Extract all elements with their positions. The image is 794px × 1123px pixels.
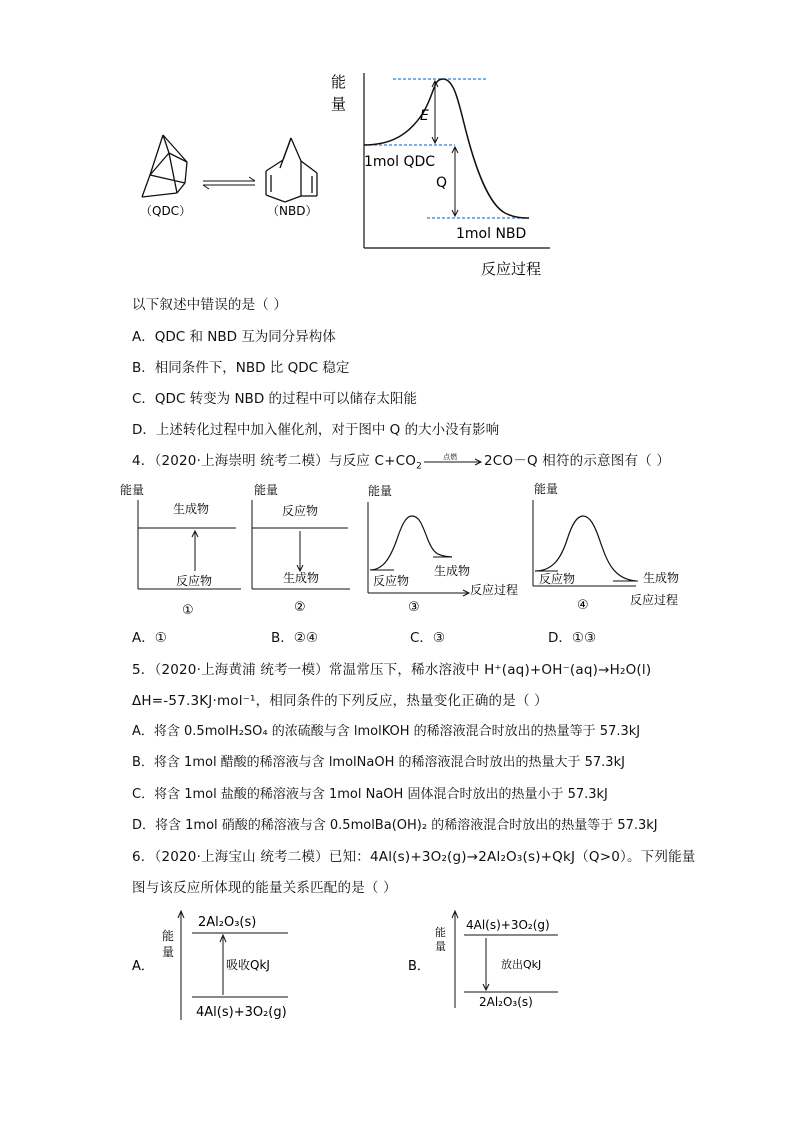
q6-diagram-a — [132, 911, 288, 1020]
qb-al2o3-label: 2Al₂O₃(s) — [479, 995, 533, 1009]
q4-arrow-label: 点燃 — [443, 453, 458, 461]
q4-option-a: A．① — [132, 630, 167, 646]
q-arrow — [452, 147, 458, 216]
q5-option-b: B．将含 1mol 醋酸的稀溶液与含 lmolNaOH 的稀溶液混合时放出的热量大于 57.3kJ — [132, 755, 625, 770]
e-label: E — [420, 108, 429, 124]
q5-stem-line2: ΔH=-57.3KJ·mol⁻¹，相同条件的下列反应，热量变化正确的是（ ） — [132, 693, 548, 709]
q3-y-axis-label-1: 能 — [331, 73, 347, 91]
qa-energy-2: 量 — [162, 945, 175, 959]
qdc-structure — [142, 135, 187, 197]
q3-stem: 以下叙述中错误的是（ ） — [132, 297, 288, 313]
d4-product-label: 生成物 — [643, 571, 680, 585]
q3-option-a: A．QDC 和 NBD 互为同分异构体 — [132, 329, 336, 345]
q5-stem-line1: 5．（2020·上海黄浦 统考一模）常温常压下，稀水溶液中 H⁺(aq)+OH⁻(aq)→H₂O(l) — [132, 662, 652, 678]
q4-stem-prefix: 4．（2020·上海崇明 统考二模）与反应 C+CO — [132, 453, 417, 469]
q5-option-c: C．将含 1mol 盐酸的稀溶液与含 1mol NaOH 固体混合时放出的热量小于 57.3kJ — [132, 787, 608, 802]
q4-stem-sub: 2 — [416, 461, 422, 472]
q3-figure-svg — [125, 65, 565, 280]
q5-option-d: D．将含 1mol 硝酸的稀溶液与含 0.5molBa(OH)₂ 的稀溶液混合时放出的热量等于 57.3kJ — [132, 818, 658, 833]
q5-option-a: A．将含 0.5molH₂SO₄ 的浓硫酸与含 lmolKOH 的稀溶液混合时放出的热量等于 57.3kJ — [132, 724, 641, 739]
q4-option-b: B．②④ — [271, 630, 318, 646]
q3-figure — [125, 65, 565, 280]
q-label: Q — [436, 175, 448, 191]
q4-diagrams — [118, 478, 698, 618]
d1-product-label: 生成物 — [173, 502, 210, 516]
q4-diagram-4 — [533, 481, 679, 613]
qdc-level-label: 1mol QDC — [364, 154, 436, 170]
qb-energy-2: 量 — [435, 940, 446, 953]
arrow-icon — [422, 454, 484, 468]
q4-stem — [132, 452, 670, 476]
q6-diagrams — [128, 900, 588, 1030]
d3-number: ③ — [408, 600, 420, 615]
d4-process-label: 反应过程 — [630, 593, 679, 607]
q4-option-d: D．①③ — [548, 630, 597, 646]
qa-al-o2-label: 4Al(s)+3O₂(g) — [196, 1005, 287, 1020]
q4-stem-suffix: 2CO－Q 相符的示意图有（ ） — [484, 453, 671, 469]
q3-y-axis-label-2: 量 — [331, 95, 347, 113]
qdc-label: （QDC） — [140, 204, 192, 218]
q6-diagrams-svg — [128, 900, 588, 1030]
q4-diagram-1 — [120, 482, 241, 618]
reaction-energy-curve — [364, 79, 529, 218]
qb-al-o2-label: 4Al(s)+3O₂(g) — [466, 918, 550, 932]
d2-reactant-label: 反应物 — [282, 504, 319, 518]
q3-option-d: D．上述转化过程中加入催化剂，对于图中 Q 的大小没有影响 — [132, 422, 500, 438]
d3-process-label: 反应过程 — [470, 583, 519, 597]
qa-absorb-label: 吸收QkJ — [226, 958, 270, 972]
d3-energy-label: 能量 — [368, 484, 393, 498]
nbd-label: （NBD） — [267, 204, 318, 218]
q6-diagram-b — [408, 911, 558, 1009]
q6-option-a-label: A． — [132, 959, 154, 974]
d4-number: ④ — [577, 598, 589, 613]
nbd-structure — [266, 138, 317, 202]
q4-diagrams-svg — [118, 478, 698, 618]
q3-x-axis-label: 反应过程 — [481, 260, 542, 278]
d3-reactant-label: 反应物 — [373, 574, 410, 588]
qb-release-label: 放出QkJ — [501, 958, 542, 971]
q6-option-b-label: B． — [408, 959, 430, 974]
d1-number: ① — [182, 603, 194, 618]
q4-reaction-arrow — [422, 454, 484, 468]
q4-diagram-3 — [368, 483, 518, 615]
qa-energy-1: 能 — [162, 929, 175, 943]
equilibrium-arrows — [203, 177, 255, 189]
q4-option-c: C．③ — [410, 630, 446, 646]
q4-diagram-2 — [252, 482, 350, 615]
d4-reactant-label: 反应物 — [539, 572, 576, 586]
qb-energy-1: 能 — [435, 926, 446, 939]
d2-product-label: 生成物 — [283, 571, 320, 585]
nbd-level-label: 1mol NBD — [456, 226, 527, 242]
q6-stem-line1: 6．（2020·上海宝山 统考二模）已知：4Al(s)+3O₂(g)→2Al₂O₃(s)+QkJ（Q>0）。下列能量 — [132, 849, 696, 865]
q3-option-b: B．相同条件下，NBD 比 QDC 稳定 — [132, 360, 350, 376]
d1-energy-label: 能量 — [120, 483, 145, 497]
q6-stem-line2: 图与该反应所体现的能量关系匹配的是（ ） — [132, 880, 397, 896]
d2-number: ② — [294, 600, 306, 615]
qa-al2o3-label: 2Al₂O₃(s) — [198, 915, 257, 930]
d2-energy-label: 能量 — [254, 483, 279, 497]
d1-reactant-label: 反应物 — [176, 574, 213, 588]
q3-option-c: C．QDC 转变为 NBD 的过程中可以储存太阳能 — [132, 391, 418, 407]
d3-product-label: 生成物 — [434, 564, 471, 578]
d4-energy-label: 能量 — [534, 482, 559, 496]
